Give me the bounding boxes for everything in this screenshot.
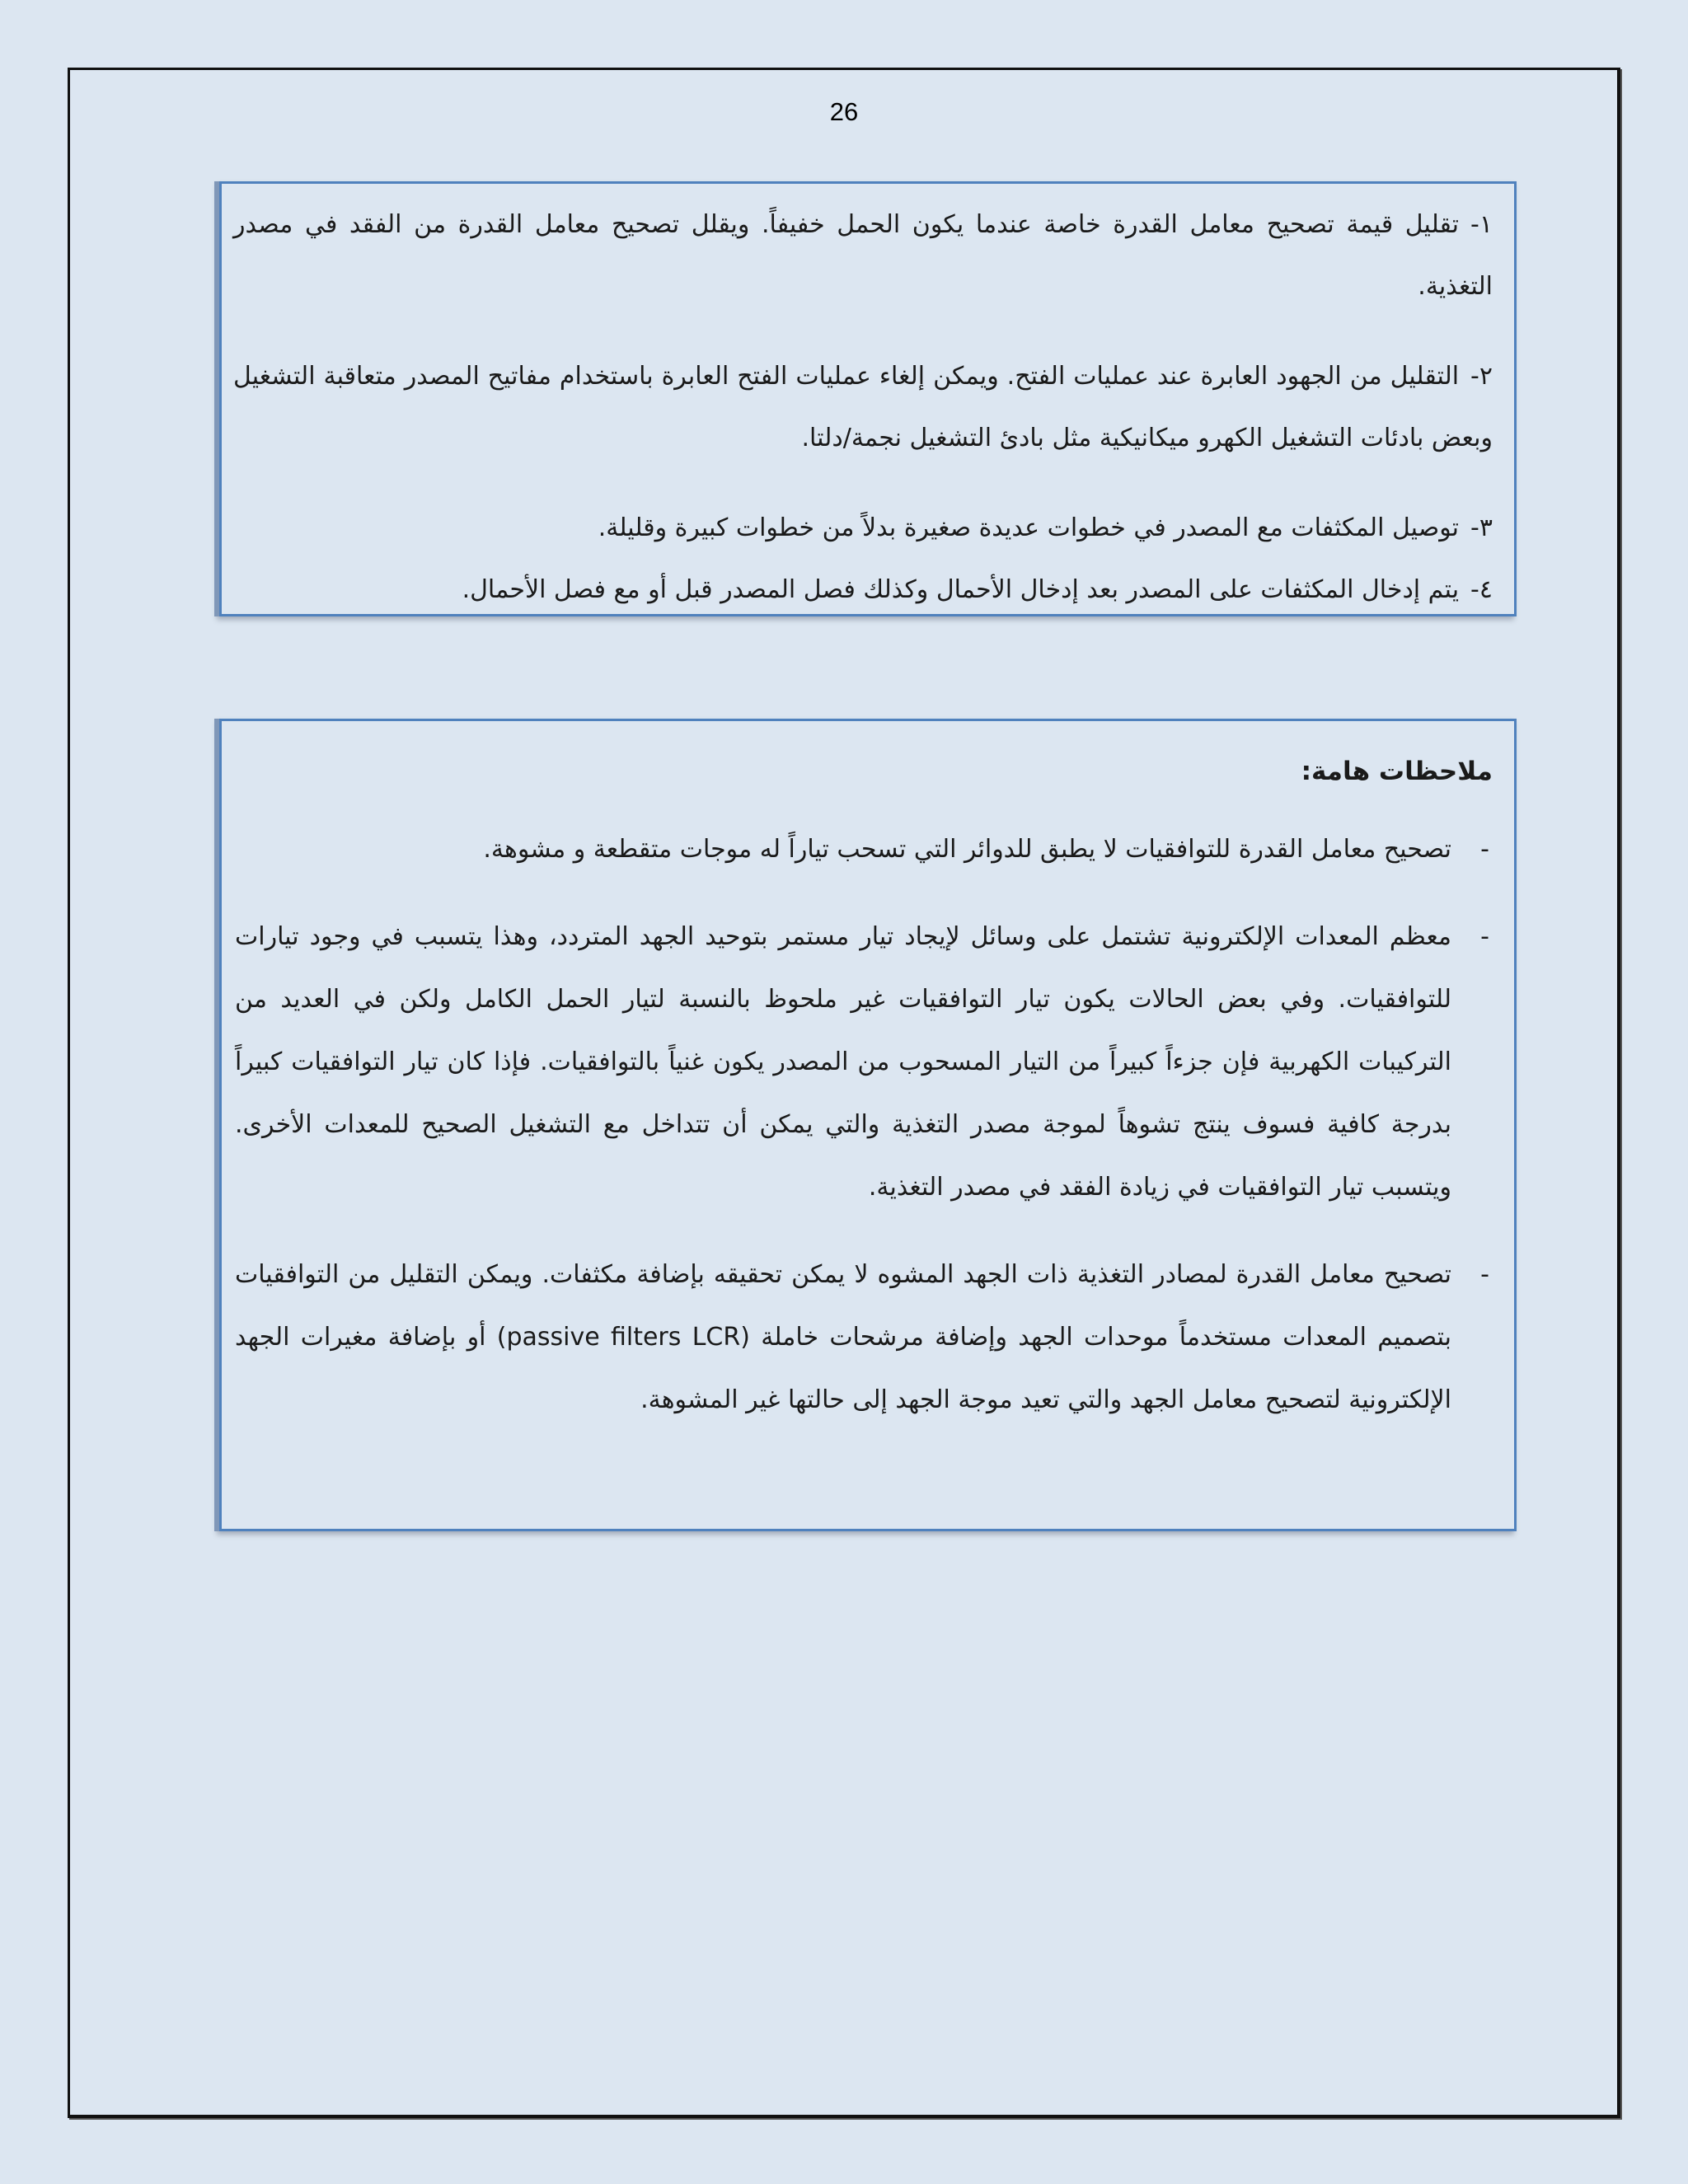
step-text: توصيل المكثفات مع المصدر في خطوات عديدة صغيرة بدلاً من خطوات كبيرة وقليلة.	[598, 513, 1460, 542]
page-number: 26	[829, 97, 859, 126]
note-bullet: -	[1480, 835, 1489, 864]
note-item	[235, 906, 1493, 1219]
note-text: معظم المعدات الإلكترونية تشتمل على وسائل لإيجاد تيار مستمر بتوحيد الجهد المتردد، وهذا يتسبب في وجود تيارات للتوافقيات. وفي بعض الحالات يكون تيار التوافقيات غير ملحوظ بالنسبة لتيار الحمل الكامل ولكن في العديد من التركيبات الكهربية فإن جزءاً كبيراً من التيار المسحوب من المصدر يكون غنياً بالتوافقيات. فإذا كان تيار التوافقيات كبيراً بدرجة كافية فسوف ينتج تشوهاً لموجة مصدر التغذية والتي يمكن أن تتداخل مع التشغيل الصحيح للمعدات الأخرى. ويتسبب تيار التوافقيات في زيادة الفقد في مصدر التغذية.	[235, 922, 1451, 1202]
step-number: ٤-	[1470, 575, 1493, 604]
note-text: تصحيح معامل القدرة لمصادر التغذية ذات الجهد المشوه لا يمكن تحقيقه بإضافة مكثفات. ويمكن التقليل من التوافقيات بتصميم المعدات مستخدماً موحدات الجهد وإضافة مرشحات خاملة (passive filters LCR) أو بإضافة مغيرات الجهد الإلكترونية لتصحيح معامل الجهد والتي تعيد موجة الجهد إلى حالتها غير المشوهة.	[235, 1260, 1451, 1414]
notes-title: ملاحظات هامة:	[1301, 757, 1493, 786]
step-item	[233, 345, 1493, 469]
note-item	[235, 1244, 1493, 1432]
step-item	[233, 497, 1493, 559]
step-item	[233, 194, 1493, 317]
steps-box	[219, 181, 1517, 616]
step-number: ٢-	[1470, 362, 1493, 391]
note-bullet: -	[1480, 1260, 1489, 1289]
step-text: يتم إدخال المكثفات على المصدر بعد إدخال الأحمال وكذلك فصل المصدر قبل أو مع فصل الأحمال.	[462, 575, 1460, 604]
step-number: ٣-	[1470, 513, 1493, 542]
important-notes-box	[219, 719, 1517, 1531]
step-text: تقليل قيمة تصحيح معامل القدرة خاصة عندما يكون الحمل خفيفاً. ويقلل تصحيح معامل القدرة من الفقد في مصدر التغذية.	[233, 210, 1493, 301]
note-bullet: -	[1480, 922, 1489, 951]
note-item	[235, 818, 1493, 881]
step-number: ١-	[1470, 210, 1493, 239]
step-item	[233, 559, 1493, 621]
step-text: التقليل من الجهود العابرة عند عمليات الفتح. ويمكن إلغاء عمليات الفتح العابرة باستخدام مفاتيح المصدر متعاقبة التشغيل وبعض بادئات التشغيل الكهرو ميكانيكية مثل بادئ التشغيل نجمة/دلتا.	[233, 362, 1493, 452]
note-text: تصحيح معامل القدرة للتوافقيات لا يطبق للدوائر التي تسحب تياراً له موجات متقطعة و مشوهة.	[483, 835, 1451, 864]
